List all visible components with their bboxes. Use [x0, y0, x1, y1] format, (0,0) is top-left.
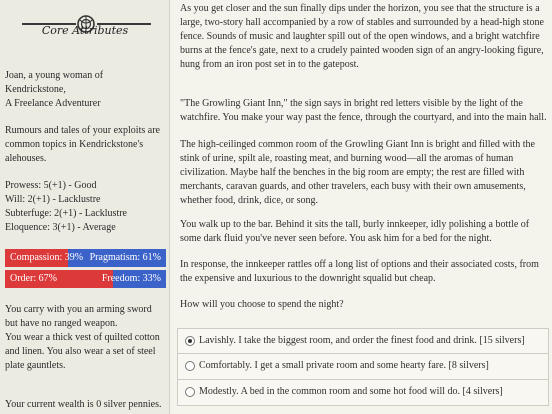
choice-prompt: How will you choose to spend the night?: [180, 299, 344, 310]
choice-option-modestly[interactable]: [177, 380, 549, 406]
pragmatism-label: Pragmatism: 61%: [89, 252, 161, 263]
personality-bars: [5, 249, 166, 289]
stat-prowess: Prowess: 5(+1) - Good: [5, 180, 97, 191]
story-paragraph: In response, the innkeeper rattles off a long list of options and their associated costs, from the expensive and luxurious to the downright squalid but cheap.: [180, 259, 539, 284]
order-freedom-bar: [5, 270, 166, 288]
choice-list: [177, 328, 549, 406]
radio-button[interactable]: [185, 387, 195, 397]
character-name: Joan, a young woman of Kendrickstone,: [5, 70, 104, 95]
stat-eloquence: Eloquence: 3(+1) - Average: [5, 222, 116, 233]
story-paragraph: You walk up to the bar. Behind it sits the tall, burly innkeeper, idly polishing a bottle of some dark fluid you've never seen before. You ask him for a bed for the night.: [180, 219, 530, 244]
story-paragraph: As you get closer and the sun finally dips under the horizon, you see that the structure is a large, two-story hall accompanied by a row of stables and surrounded by a head-high stone fence. Sounds of music and laughter spill out of the open windows, and a bright watchfire burns at the fence's gate, next to a crudely painted wooden sign of an angry-looking figure, hung from an iron post set in to the gatepost.: [180, 3, 544, 70]
stat-will: Will: 2(+1) - Lacklustre: [5, 194, 101, 205]
choice-option-lavishly[interactable]: [177, 328, 549, 354]
radio-button[interactable]: [185, 361, 195, 371]
equipment-text: You carry with you an arming sword but have no ranged weapon. You wear a thick vest of quilted cotton and linen. You also wear a set of steel plate gauntlets.: [5, 304, 160, 371]
character-occupation: A Freelance Adventurer: [5, 98, 101, 109]
sidebar-title: Core Attributes: [41, 24, 129, 37]
choice-label: Comfortably. I get a small private room and some hearty fare. [8 silvers]: [199, 360, 489, 371]
story-panel: [171, 0, 552, 414]
freedom-label: Freedom: 33%: [101, 273, 161, 284]
radio-button[interactable]: [185, 336, 195, 346]
choice-label: Modestly. A bed in the common room and some hot food will do. [4 silvers]: [199, 386, 503, 397]
choice-option-comfortably[interactable]: [177, 354, 549, 380]
story-paragraph: The high-ceilinged common room of the Growling Giant Inn is bright and filled with the stink of urine, spilt ale, roasting meat, and burning wood—all the aromas of human civilization. Maybe half the benches in the big room are empty; the rest are filled with merchants, caravan guards, and other travelers, each busy with their own amusements, whether food, drink, dice, or song.: [180, 139, 535, 206]
order-label: Order: 67%: [10, 273, 57, 284]
choice-label: Lavishly. I take the biggest room, and order the finest food and drink. [15 silvers]: [199, 335, 525, 346]
rumours-text: Rumours and tales of your exploits are common topics in Kendrickstone's alehouses.: [5, 125, 160, 164]
sidebar: [0, 0, 170, 414]
story-paragraph: "The Growling Giant Inn," the sign says in bright red letters visible by the light of the watchfire. You make your way past the fence, through the courtyard, and into the main hall.: [180, 98, 547, 123]
compassion-label: Compassion: 39%: [10, 252, 84, 263]
compassion-pragmatism-bar: [5, 249, 166, 267]
wealth-text: Your current wealth is 0 silver pennies.: [5, 399, 162, 410]
stat-subterfuge: Subterfuge: 2(+1) - Lacklustre: [5, 208, 127, 219]
